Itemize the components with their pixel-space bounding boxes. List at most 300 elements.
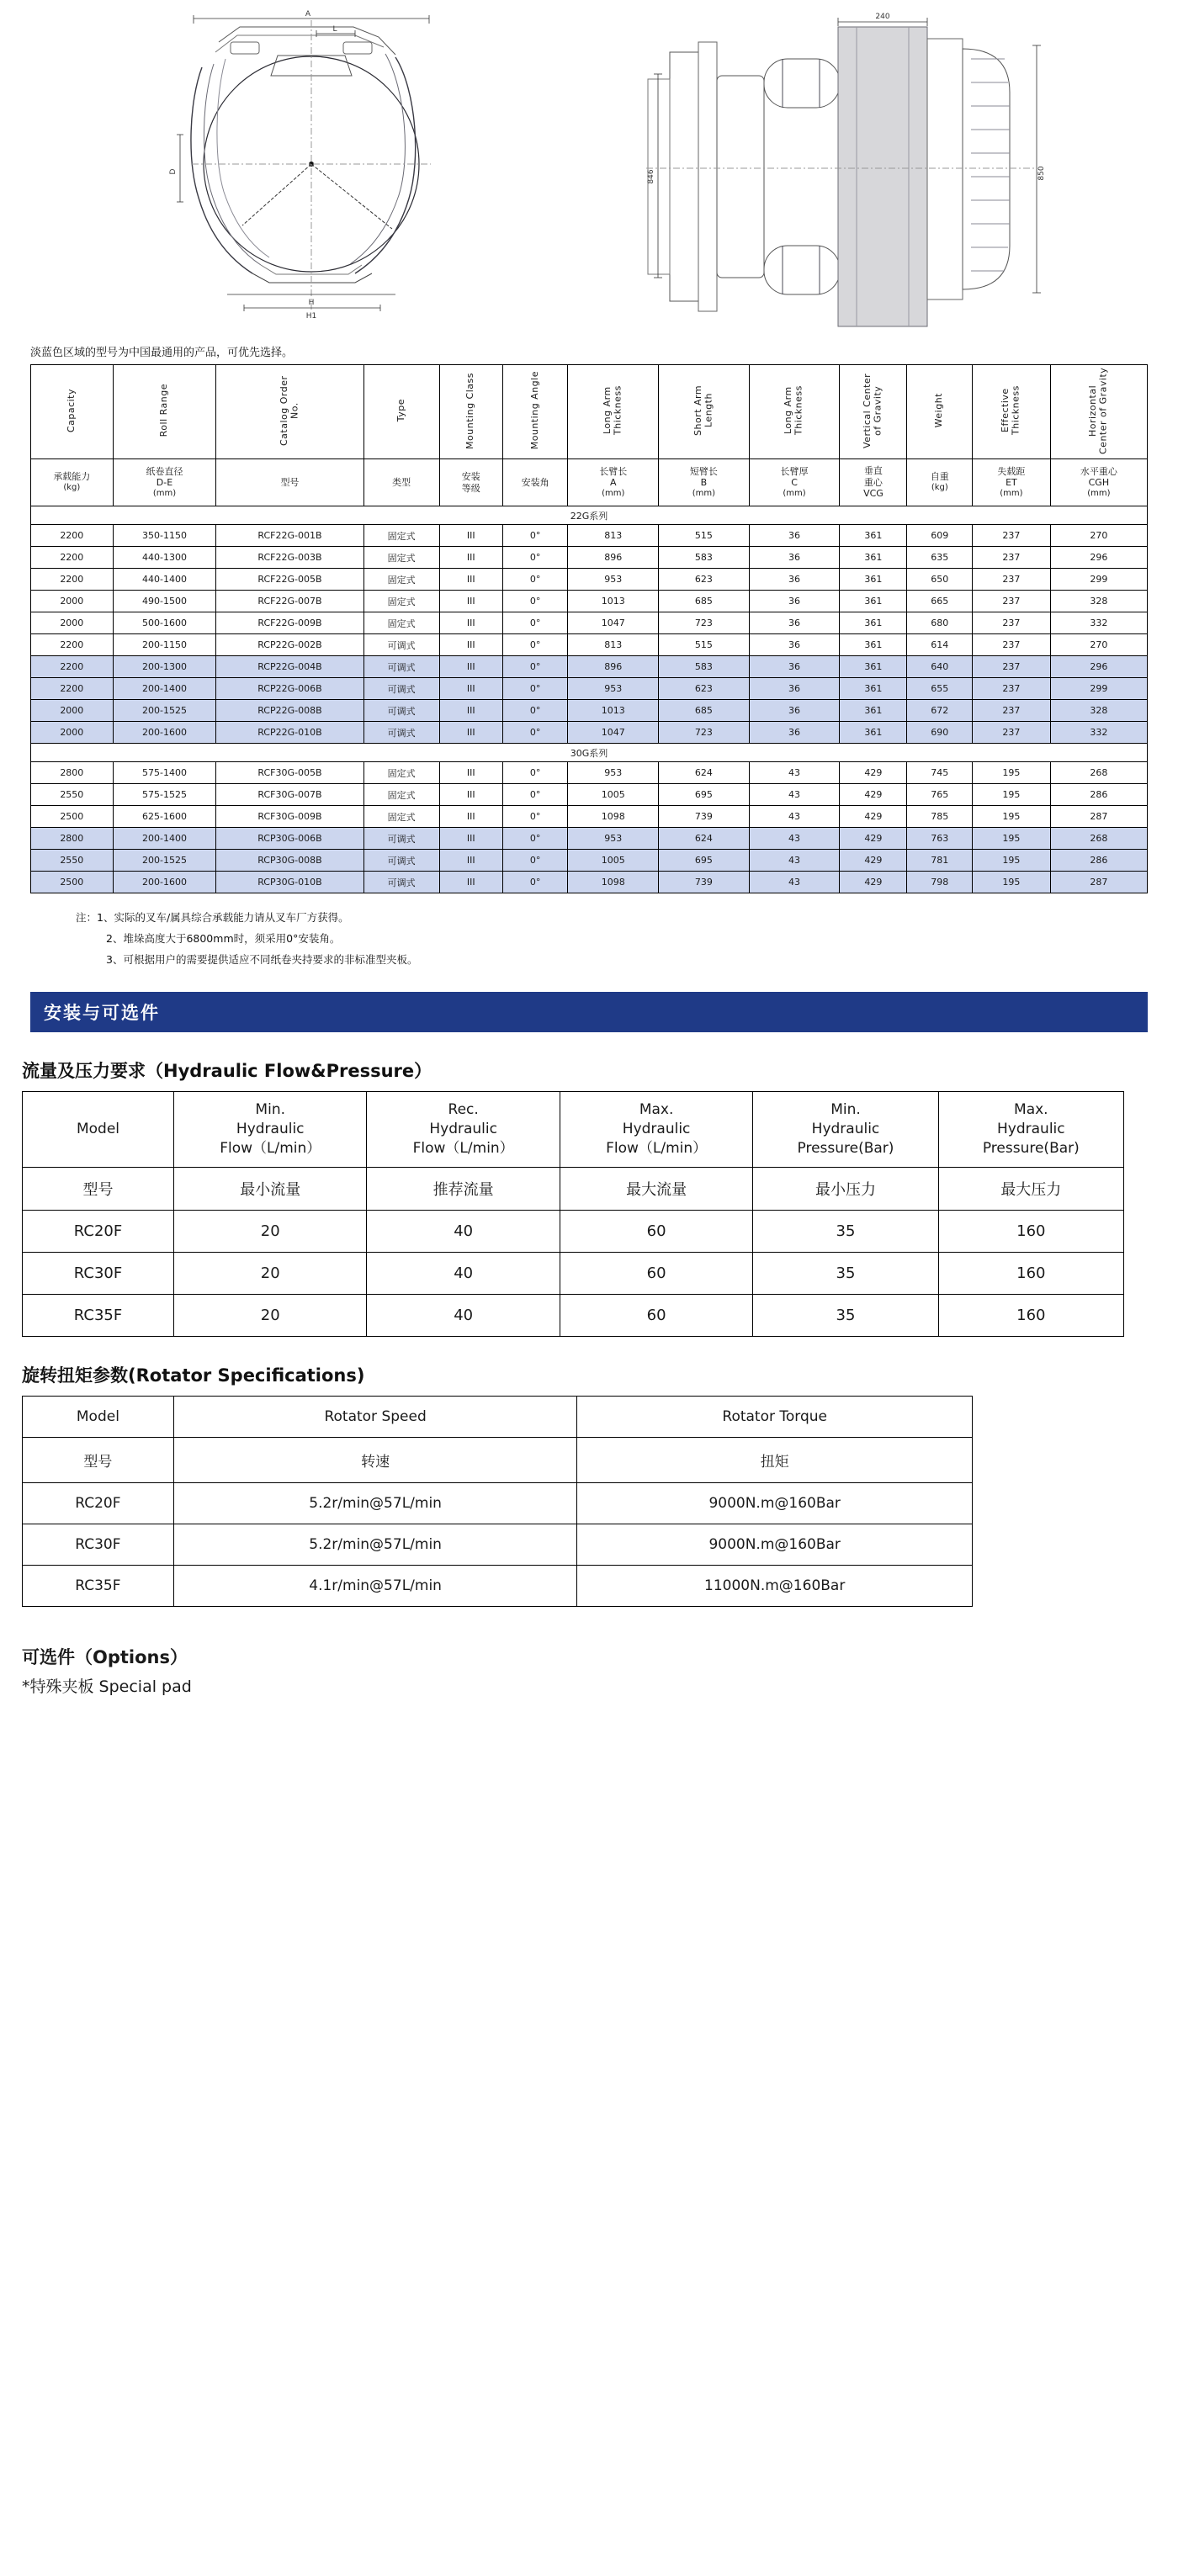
table-cell: 2200 — [31, 656, 114, 678]
table-cell: 685 — [659, 591, 750, 612]
table-row — [31, 872, 1148, 893]
table-cell: 43 — [749, 784, 840, 806]
spec-header-cn-cell — [31, 459, 114, 506]
table-cell: 195 — [973, 850, 1051, 872]
flow-header-en-line: Hydraulic — [236, 1120, 305, 1137]
spec-header-cn-line: (kg) — [931, 483, 948, 493]
table-cell: RCF30G-009B — [216, 806, 363, 828]
table-cell: 739 — [659, 872, 750, 893]
flow-header-en-cell — [560, 1092, 752, 1168]
table-cell: III — [439, 806, 502, 828]
table-cell: 36 — [749, 591, 840, 612]
table-row — [23, 1294, 1124, 1336]
flow-header-cn-cell: 型号 — [23, 1167, 174, 1210]
spec-header-en-cell — [502, 365, 568, 459]
flow-header-cn-cell: 最大压力 — [938, 1167, 1123, 1210]
table-cell: 237 — [973, 678, 1051, 700]
spec-header-en-text: Capacity — [66, 388, 77, 433]
rotator-section-title: 旋转扭矩参数(Rotator Specifications) — [22, 1365, 365, 1386]
spec-series-label: 22G系列 — [31, 506, 1148, 525]
table-cell: 328 — [1050, 700, 1147, 722]
spec-header-cn-line: (mm) — [692, 489, 716, 498]
table-cell: 361 — [840, 700, 907, 722]
table-cell: 813 — [568, 634, 659, 656]
table-cell: 200-1150 — [113, 634, 216, 656]
spec-header-cn-line: (kg) — [63, 483, 81, 493]
table-cell: 328 — [1050, 591, 1147, 612]
table-cell: III — [439, 828, 502, 850]
table-cell: 20 — [174, 1210, 367, 1252]
table-cell: 43 — [749, 850, 840, 872]
spec-header-en-text: Long Arm Thickness — [783, 385, 805, 436]
table-cell: 350-1150 — [113, 525, 216, 547]
table-cell: 583 — [659, 656, 750, 678]
table-cell: 0° — [502, 784, 568, 806]
table-cell: 0° — [502, 806, 568, 828]
spec-header-cn-cell — [840, 459, 907, 506]
table-cell: 2550 — [31, 784, 114, 806]
table-cell: 695 — [659, 850, 750, 872]
spec-table-wrap — [0, 364, 1178, 893]
spec-header-cn-line: CGH — [1088, 477, 1110, 489]
table-cell: 1098 — [568, 872, 659, 893]
table-cell: 0° — [502, 569, 568, 591]
table-cell: 623 — [659, 678, 750, 700]
spec-header-cn-cell — [749, 459, 840, 506]
spec-header-en-text: Horizontal Center of Gravity — [1087, 367, 1109, 454]
spec-header-cn-line: 失载距 — [997, 465, 1026, 477]
table-cell: 36 — [749, 656, 840, 678]
table-cell: 43 — [749, 872, 840, 893]
table-cell: 1013 — [568, 591, 659, 612]
table-cell: 35 — [753, 1294, 938, 1336]
table-cell: 36 — [749, 678, 840, 700]
table-cell: 0° — [502, 850, 568, 872]
table-row — [31, 700, 1148, 722]
spec-header-en-cell — [840, 365, 907, 459]
technical-drawings — [0, 0, 1178, 337]
table-cell: 0° — [502, 700, 568, 722]
table-cell: 1098 — [568, 806, 659, 828]
flow-header-cn-cell: 最大流量 — [560, 1167, 752, 1210]
table-cell: 可调式 — [363, 678, 439, 700]
table-cell: 655 — [907, 678, 973, 700]
table-cell: 575-1400 — [113, 762, 216, 784]
flow-header-en-cell — [753, 1092, 938, 1168]
table-row — [23, 1565, 973, 1606]
spec-header-en-cell — [659, 365, 750, 459]
table-cell: 2000 — [31, 612, 114, 634]
table-cell: 286 — [1050, 850, 1147, 872]
table-cell: 固定式 — [363, 784, 439, 806]
table-cell: 9000N.m@160Bar — [577, 1524, 973, 1565]
table-cell: 361 — [840, 569, 907, 591]
spec-header-cn-line: (mm) — [1000, 489, 1023, 498]
table-cell: 200-1525 — [113, 850, 216, 872]
spec-header-en-cell — [216, 365, 363, 459]
table-row — [23, 1252, 1124, 1294]
table-cell: 固定式 — [363, 762, 439, 784]
spec-header-cn-cell — [568, 459, 659, 506]
spec-header-en-cell — [973, 365, 1051, 459]
spec-header-en-cell — [907, 365, 973, 459]
table-cell: 可调式 — [363, 850, 439, 872]
table-cell: 200-1400 — [113, 828, 216, 850]
table-cell: 690 — [907, 722, 973, 744]
flow-header-en-line: Pressure(Bar) — [982, 1139, 1080, 1157]
rotator-table — [22, 1396, 973, 1607]
footnote-2: 2、堆垛高度大于6800mm时，须采用0°安装角。 — [106, 932, 341, 945]
dim-label-d: D — [169, 168, 178, 175]
spec-header-cn-line: 安装 — [461, 470, 480, 482]
front-view-drawing — [143, 8, 496, 328]
table-cell: 160 — [938, 1294, 1123, 1336]
table-cell: 20 — [174, 1294, 367, 1336]
table-cell: 2200 — [31, 547, 114, 569]
spec-header-en-text: Effective Thickness — [1000, 385, 1021, 436]
table-cell: 429 — [840, 806, 907, 828]
flow-header-cn-row — [23, 1167, 1124, 1210]
flow-header-en-line: Max. — [639, 1101, 674, 1118]
spec-header-en-text: Long Arm Thickness — [602, 385, 623, 436]
table-row — [31, 828, 1148, 850]
flow-header-en-line: Model — [76, 1120, 120, 1137]
spec-header-cn-line: (mm) — [602, 489, 625, 498]
table-row — [31, 591, 1148, 612]
table-cell: III — [439, 591, 502, 612]
table-cell: 440-1400 — [113, 569, 216, 591]
table-cell: III — [439, 678, 502, 700]
highlight-note: 淡蓝色区域的型号为中国最通用的产品，可优先选择。 — [30, 347, 294, 359]
table-cell: 953 — [568, 762, 659, 784]
table-cell: 781 — [907, 850, 973, 872]
spec-series-row — [31, 506, 1148, 525]
table-cell: 160 — [938, 1252, 1123, 1294]
table-cell: 2800 — [31, 762, 114, 784]
table-cell: 200-1300 — [113, 656, 216, 678]
table-cell: RC30F — [23, 1524, 174, 1565]
table-cell: 200-1525 — [113, 700, 216, 722]
spec-header-en-text: Vertical Center of Gravity — [862, 373, 884, 448]
table-cell: 2000 — [31, 722, 114, 744]
table-cell: 2200 — [31, 569, 114, 591]
table-cell: 361 — [840, 634, 907, 656]
table-cell: 60 — [560, 1252, 752, 1294]
table-cell: 195 — [973, 762, 1051, 784]
table-cell: 268 — [1050, 762, 1147, 784]
table-cell: 36 — [749, 612, 840, 634]
table-cell: 固定式 — [363, 612, 439, 634]
table-cell: RC35F — [23, 1294, 174, 1336]
table-row — [23, 1524, 973, 1565]
table-cell: 723 — [659, 722, 750, 744]
table-cell: 270 — [1050, 525, 1147, 547]
table-cell: 763 — [907, 828, 973, 850]
table-cell: 160 — [938, 1210, 1123, 1252]
table-cell: RCP22G-010B — [216, 722, 363, 744]
table-cell: 195 — [973, 784, 1051, 806]
table-cell: 36 — [749, 634, 840, 656]
spec-header-cn-row — [31, 459, 1148, 506]
footnote-1: 注：1、实际的叉车/属具综合承载能力请从叉车厂方获得。 — [76, 911, 349, 924]
table-cell: 可调式 — [363, 656, 439, 678]
table-cell: 361 — [840, 591, 907, 612]
table-cell: 固定式 — [363, 569, 439, 591]
table-cell: 429 — [840, 828, 907, 850]
table-cell: RCF22G-009B — [216, 612, 363, 634]
table-cell: RCP22G-008B — [216, 700, 363, 722]
table-cell: 695 — [659, 784, 750, 806]
spec-header-cn-line: C — [791, 477, 798, 489]
table-cell: 440-1300 — [113, 547, 216, 569]
table-cell: 680 — [907, 612, 973, 634]
table-cell: 296 — [1050, 547, 1147, 569]
table-cell: 785 — [907, 806, 973, 828]
flow-header-cn-cell: 最小压力 — [753, 1167, 938, 1210]
spec-header-en-cell — [568, 365, 659, 459]
table-cell: 575-1525 — [113, 784, 216, 806]
options-line: *特殊夹板 Special pad — [22, 1677, 192, 1696]
spec-header-cn-cell — [113, 459, 216, 506]
table-row — [31, 850, 1148, 872]
table-cell: 685 — [659, 700, 750, 722]
table-cell: 4.1r/min@57L/min — [173, 1565, 577, 1606]
table-cell: 36 — [749, 569, 840, 591]
table-cell: 614 — [907, 634, 973, 656]
table-cell: 0° — [502, 634, 568, 656]
table-cell: 0° — [502, 525, 568, 547]
table-cell: 11000N.m@160Bar — [577, 1565, 973, 1606]
table-cell: 299 — [1050, 678, 1147, 700]
flow-title-en: （Hydraulic Flow&Pressure） — [146, 1061, 432, 1081]
table-cell: 200-1400 — [113, 678, 216, 700]
table-cell: RCF22G-007B — [216, 591, 363, 612]
rotator-header-en-cell: Rotator Speed — [173, 1396, 577, 1437]
footnote-label: 注： — [76, 911, 98, 924]
table-cell: 237 — [973, 722, 1051, 744]
table-cell: III — [439, 850, 502, 872]
table-cell: III — [439, 762, 502, 784]
table-cell: 43 — [749, 762, 840, 784]
table-cell: RCP30G-008B — [216, 850, 363, 872]
dim-label-l: L — [332, 25, 337, 34]
hydraulic-flow-table — [22, 1091, 1124, 1337]
spec-header-cn-line: 类型 — [392, 476, 411, 488]
table-cell: 429 — [840, 784, 907, 806]
table-cell: RCP30G-010B — [216, 872, 363, 893]
table-cell: 640 — [907, 656, 973, 678]
table-cell: 723 — [659, 612, 750, 634]
flow-header-en-line: Pressure(Bar) — [797, 1139, 894, 1157]
table-cell: III — [439, 656, 502, 678]
flow-header-en-cell — [23, 1092, 174, 1168]
table-row — [31, 547, 1148, 569]
spec-series-row — [31, 744, 1148, 762]
flow-header-en-line: Hydraulic — [622, 1120, 691, 1137]
table-cell: 35 — [753, 1252, 938, 1294]
spec-header-cn-line: 短臂长 — [689, 465, 718, 477]
table-cell: 36 — [749, 700, 840, 722]
table-cell: 237 — [973, 634, 1051, 656]
table-cell: 624 — [659, 828, 750, 850]
table-cell: 5.2r/min@57L/min — [173, 1524, 577, 1565]
spec-header-cn-line: VCG — [863, 488, 884, 500]
spec-header-cn-line: 承载能力 — [53, 471, 91, 483]
table-cell: 0° — [502, 828, 568, 850]
table-row — [23, 1210, 1124, 1252]
table-cell: 1047 — [568, 722, 659, 744]
spec-header-cn-line: (mm) — [783, 489, 806, 498]
table-cell: 固定式 — [363, 525, 439, 547]
table-cell: 1005 — [568, 850, 659, 872]
table-row — [31, 762, 1148, 784]
table-cell: 672 — [907, 700, 973, 722]
table-cell: 270 — [1050, 634, 1147, 656]
spec-header-cn-line: 重心 — [863, 476, 883, 488]
table-cell: 625-1600 — [113, 806, 216, 828]
spec-header-en-cell — [113, 365, 216, 459]
spec-header-en-row — [31, 365, 1148, 459]
table-cell: 35 — [753, 1210, 938, 1252]
table-cell: 287 — [1050, 872, 1147, 893]
table-cell: 固定式 — [363, 806, 439, 828]
table-cell: RCP22G-006B — [216, 678, 363, 700]
table-cell: 0° — [502, 612, 568, 634]
table-cell: 765 — [907, 784, 973, 806]
dim-label-850: 850 — [1037, 166, 1046, 181]
spec-header-en-cell — [1050, 365, 1147, 459]
spec-header-en-text: Mounting Angle — [528, 371, 540, 450]
table-cell: RCF30G-007B — [216, 784, 363, 806]
table-cell: 0° — [502, 762, 568, 784]
table-cell: 200-1600 — [113, 722, 216, 744]
spec-header-en-text: Mounting Class — [464, 372, 476, 449]
table-cell: 237 — [973, 612, 1051, 634]
table-cell: RC35F — [23, 1565, 174, 1606]
table-cell: 500-1600 — [113, 612, 216, 634]
table-cell: 896 — [568, 656, 659, 678]
table-cell: 953 — [568, 569, 659, 591]
table-cell: 953 — [568, 828, 659, 850]
dim-label-240: 240 — [875, 13, 890, 21]
top-view-drawing — [639, 8, 1094, 328]
table-cell: 1005 — [568, 784, 659, 806]
table-cell: RCP30G-006B — [216, 828, 363, 850]
table-cell: 0° — [502, 722, 568, 744]
table-cell: 2200 — [31, 634, 114, 656]
table-cell: 5.2r/min@57L/min — [173, 1482, 577, 1524]
flow-title-cn: 流量及压力要求 — [22, 1061, 146, 1081]
table-cell: 固定式 — [363, 591, 439, 612]
table-cell: 624 — [659, 762, 750, 784]
rotator-header-en-cell: Rotator Torque — [577, 1396, 973, 1437]
spec-header-cn-line: 型号 — [280, 476, 300, 488]
spec-header-en-cell — [31, 365, 114, 459]
table-cell: 896 — [568, 547, 659, 569]
spec-header-en-text: Weight — [933, 393, 945, 428]
table-cell: RC20F — [23, 1210, 174, 1252]
spec-header-cn-cell — [216, 459, 363, 506]
table-cell: 2000 — [31, 700, 114, 722]
spec-header-cn-cell — [1050, 459, 1147, 506]
spec-header-cn-line: A — [609, 477, 617, 489]
section-banner: 安装与可选件 — [30, 992, 1148, 1032]
table-cell: III — [439, 784, 502, 806]
table-cell: 237 — [973, 569, 1051, 591]
table-cell: RCP22G-004B — [216, 656, 363, 678]
spec-header-cn-line: (mm) — [152, 489, 177, 498]
table-cell: RCF22G-003B — [216, 547, 363, 569]
table-cell: 515 — [659, 525, 750, 547]
spec-header-cn-line: 长臂厚 — [780, 465, 809, 477]
table-row — [31, 722, 1148, 744]
table-cell: 237 — [973, 700, 1051, 722]
table-cell: 287 — [1050, 806, 1147, 828]
table-cell: 361 — [840, 525, 907, 547]
table-cell: 429 — [840, 872, 907, 893]
spec-header-en-text: Short Arm Length — [692, 384, 714, 437]
table-cell: 2500 — [31, 806, 114, 828]
table-cell: 43 — [749, 828, 840, 850]
table-cell: 515 — [659, 634, 750, 656]
table-cell: RCF30G-005B — [216, 762, 363, 784]
table-cell: 623 — [659, 569, 750, 591]
spec-header-cn-line: 纸卷直径 — [146, 465, 183, 477]
table-cell: 可调式 — [363, 634, 439, 656]
table-cell: 332 — [1050, 612, 1147, 634]
flow-header-en-line: Flow（L/min） — [412, 1139, 514, 1157]
table-cell: 可调式 — [363, 700, 439, 722]
table-cell: 2800 — [31, 828, 114, 850]
table-row — [31, 806, 1148, 828]
table-cell: 635 — [907, 547, 973, 569]
flow-header-en-line: Flow（L/min） — [220, 1139, 321, 1157]
table-cell: 195 — [973, 828, 1051, 850]
table-cell: 36 — [749, 547, 840, 569]
dim-label-h1: H1 — [305, 312, 317, 321]
spec-header-cn-line: 水平重心 — [1080, 465, 1117, 477]
footnotes — [76, 907, 1178, 970]
flow-section-title — [22, 1057, 1178, 1083]
rotator-header-en-cell: Model — [23, 1396, 174, 1437]
table-cell: 237 — [973, 547, 1051, 569]
table-row — [31, 784, 1148, 806]
spec-header-cn-line: 安装角 — [521, 476, 549, 488]
rotator-header-cn-cell: 扭矩 — [577, 1437, 973, 1482]
spec-header-cn-line: 自重 — [930, 471, 949, 483]
spec-header-cn-cell — [659, 459, 750, 506]
table-cell: III — [439, 872, 502, 893]
flow-header-en-line: Min. — [255, 1101, 285, 1118]
table-cell: 195 — [973, 806, 1051, 828]
flow-header-en-line: Hydraulic — [429, 1120, 497, 1137]
table-cell: 0° — [502, 872, 568, 893]
table-cell: 2200 — [31, 525, 114, 547]
table-cell: RCF22G-005B — [216, 569, 363, 591]
table-cell: 665 — [907, 591, 973, 612]
rotator-header-en-row — [23, 1396, 973, 1437]
table-cell: 296 — [1050, 656, 1147, 678]
table-cell: 2000 — [31, 591, 114, 612]
spec-header-cn-line: B — [700, 477, 708, 489]
rotator-header-cn-row — [23, 1437, 973, 1482]
flow-header-en-line: Max. — [1014, 1101, 1048, 1118]
table-cell: 9000N.m@160Bar — [577, 1482, 973, 1524]
spec-header-cn-line: 垂直 — [863, 464, 883, 476]
flow-header-en-row — [23, 1092, 1124, 1168]
spec-header-cn-line: 长臂长 — [599, 465, 628, 477]
table-row — [31, 678, 1148, 700]
